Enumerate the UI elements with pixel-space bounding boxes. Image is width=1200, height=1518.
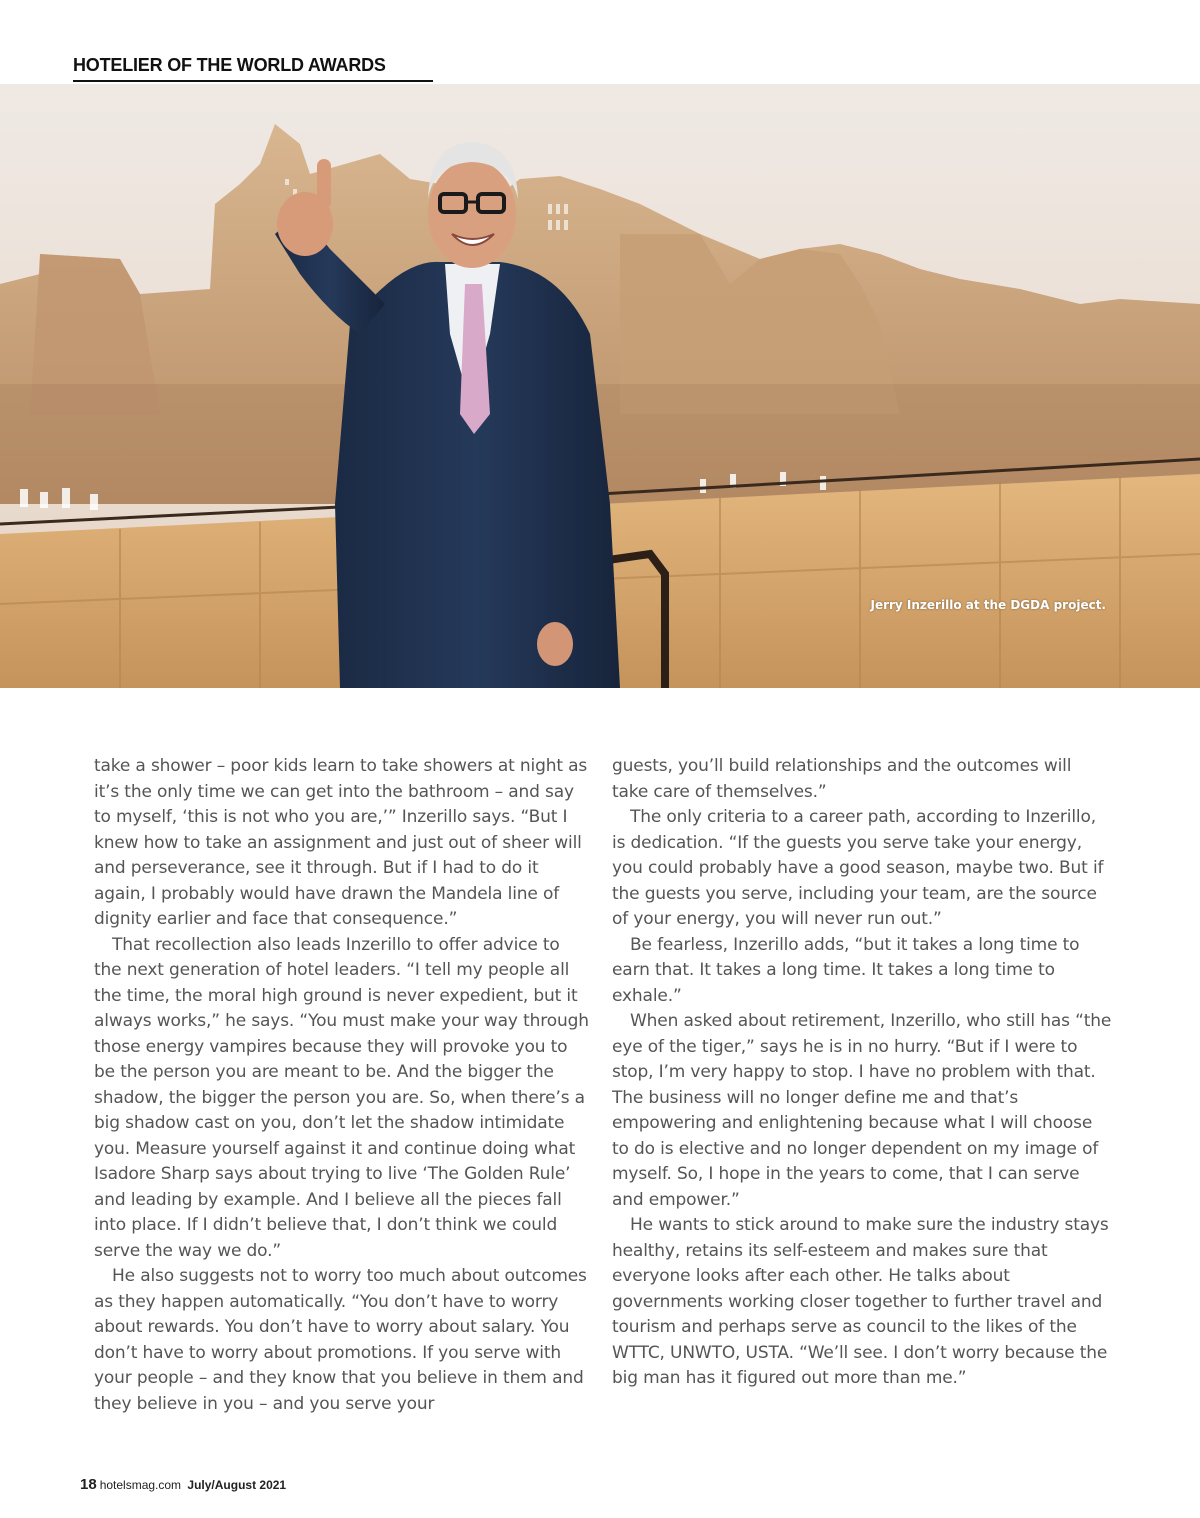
footer-issue: July/August 2021 [187,1478,287,1492]
paragraph: Be fearless, Inzerillo adds, “but it takes a long time to earn that. It takes a long time. It takes a long time to exhale.” [612,934,1080,1006]
paragraph: That recollection also leads Inzerillo to offer advice to the next generation of hotel leaders. “I tell my people all the time, the moral high ground is never expedient, but it always works,” he says. “You must make your way through those energy vampires because they will provoke you to be the person you are meant to be. And the bigger the shadow, the bigger the person you are. So, when there’s a big shadow cast on you, don’t let the shadow intimidate you. Measure yourself against it and continue doing what Isadore Sharp says about trying to live ‘The Golden Rule’ and leading by example. And I believe all the pieces fall into place. If I didn’t believe that, I don’t think we could serve the way we do.” [94,934,589,1261]
page-number: 18 [80,1476,97,1493]
paragraph: guests, you’ll build relationships and the outcomes will take care of themselves.” [612,756,1072,802]
article-column-right [612,754,1112,1392]
section-header: HOTELIER OF THE WORLD AWARDS [73,55,433,82]
article-column-left [94,754,592,1417]
paragraph: He wants to stick around to make sure the industry stays healthy, retains its self-esteem and makes sure that everyone looks after each other. He talks about governments working closer together to further travel and tourism and perhaps serve as council to the likes of the WTTC, UNWTO, USTA. “We’ll see. I don’t worry because the big man has it figured out more than me.” [612,1215,1109,1388]
footer-site: hotelsmag.com [99,1478,182,1492]
paragraph: He also suggests not to worry too much about outcomes as they happen automatically. “You don’t have to worry about rewards. You don’t have to worry about salary. You don’t have to worry about promotions. If you serve with your people – and they know that you believe in them and they believe in you – and you serve your [94,1266,587,1414]
paragraph: When asked about retirement, Inzerillo, who still has “the eye of the tiger,” says he is in no hurry. “But if I were to stop, I’m very happy to stop. I have no problem with that. The business will no longer define me and that’s empowering and enlightening because what I will choose to do is elective and no longer dependent on my image of myself. So, I hope in the years to come, that I can serve and empower.” [612,1011,1112,1210]
photo-caption: Jerry Inzerillo at the DGDA project. [870,598,1106,612]
page-footer [80,1476,286,1493]
paragraph: The only criteria to a career path, according to Inzerillo, is dedication. “If the guests you serve take your energy, you could probably have a good season, maybe two. But if the guests you serve, including your team, are the source of your energy, you will never run out.” [612,807,1104,929]
paragraph: take a shower – poor kids learn to take showers at night as it’s the only time we can get into the bathroom – and say to myself, ‘this is not who you are,’” Inzerillo says. “But I knew how to take an assignment and just out of sheer will and perseverance, see it through. But if I had to do it again, I probably would have drawn the Mandela line of dignity earlier and face that consequence.” [94,756,588,929]
